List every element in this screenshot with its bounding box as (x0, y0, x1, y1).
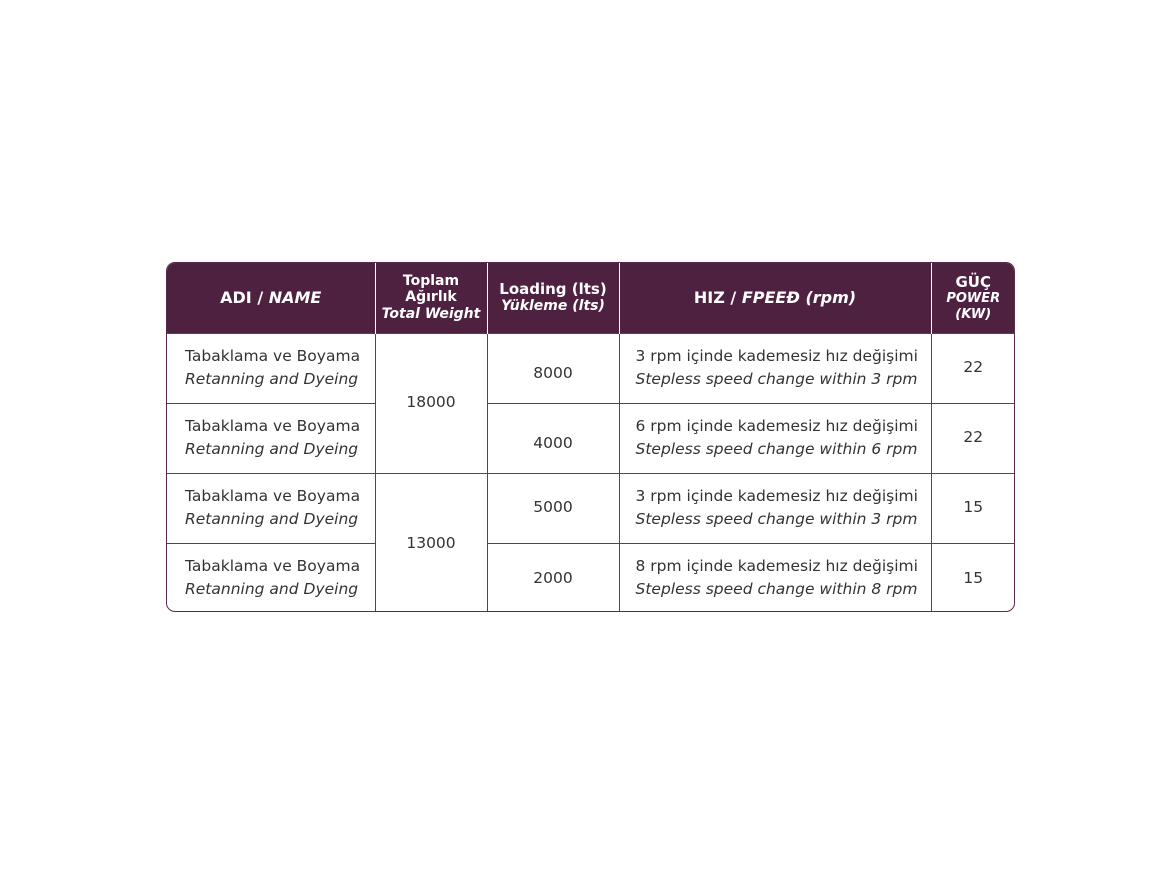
header-power-en: POWER (KW) (946, 291, 1001, 322)
cell-name (167, 333, 375, 403)
cell-weight: 18000 (375, 333, 487, 473)
cell-name-tr: Tabaklama ve Boyama (185, 486, 361, 505)
cell-speed (619, 473, 931, 543)
table-row (167, 403, 1015, 473)
table-header-row (167, 263, 1015, 333)
header-loading (487, 263, 619, 333)
cell-speed-en: Stepless speed change within 6 rpm (635, 440, 918, 458)
cell-power: 15 (931, 543, 1015, 612)
header-power-tr: GÜÇ (955, 273, 991, 292)
cell-name-en: Retanning and Dyeing (185, 580, 359, 599)
cell-speed (619, 333, 931, 403)
cell-name (167, 543, 375, 612)
header-name-tr: ADI / (220, 288, 264, 308)
cell-name-tr: Tabaklama ve Boyama (185, 346, 361, 365)
cell-loading-value: 5000 (533, 498, 573, 517)
header-loading-tr: Loading (lts) (499, 280, 607, 299)
spec-table (166, 262, 1015, 612)
cell-loading (487, 543, 619, 612)
cell-power: 15 (931, 473, 1015, 543)
cell-power: 22 (931, 403, 1015, 473)
cell-loading (487, 473, 619, 543)
cell-loading-value: 4000 (533, 434, 573, 453)
cell-loading-value: 8000 (533, 364, 573, 383)
cell-speed (619, 403, 931, 473)
cell-name-tr: Tabaklama ve Boyama (185, 416, 361, 435)
cell-speed-tr: 8 rpm içinde kademesiz hız değişimi (635, 557, 918, 575)
cell-speed-tr: 3 rpm içinde kademesiz hız değişimi (635, 346, 918, 365)
header-weight (375, 263, 487, 333)
cell-name-en: Retanning and Dyeing (185, 370, 359, 388)
cell-loading (487, 403, 619, 473)
header-speed-tr: HIZ / (693, 288, 737, 308)
table-row (167, 333, 1015, 403)
cell-name (167, 403, 375, 473)
cell-power: 22 (931, 333, 1015, 403)
cell-name-en: Retanning and Dyeing (185, 440, 359, 458)
cell-speed-en: Stepless speed change within 3 rpm (635, 510, 918, 528)
cell-name-tr: Tabaklama ve Boyama (185, 557, 361, 575)
cell-speed-tr: 6 rpm içinde kademesiz hız değişimi (635, 416, 918, 435)
spec-table-grid (167, 263, 1015, 612)
cell-name (167, 473, 375, 543)
header-weight-en: Total Weight (381, 306, 481, 323)
cell-speed-en: Stepless speed change within 3 rpm (635, 370, 918, 388)
cell-loading (487, 333, 619, 403)
table-row (167, 473, 1015, 543)
header-power (931, 263, 1015, 333)
table-row (167, 543, 1015, 612)
cell-weight: 13000 (375, 473, 487, 612)
header-loading-en: Yükleme (lts) (501, 298, 605, 315)
cell-loading-value: 2000 (533, 568, 573, 587)
header-weight-tr: Toplam Ağırlık (402, 272, 460, 306)
cell-speed-tr: 3 rpm içinde kademesiz hız değişimi (635, 486, 918, 505)
header-name-en: NAME (268, 288, 322, 308)
header-speed-en: FPEEÐ (rpm) (741, 288, 857, 308)
cell-speed-en: Stepless speed change within 8 rpm (635, 580, 918, 599)
cell-speed (619, 543, 931, 612)
header-name (167, 263, 375, 333)
cell-name-en: Retanning and Dyeing (185, 510, 359, 528)
header-speed (619, 263, 931, 333)
